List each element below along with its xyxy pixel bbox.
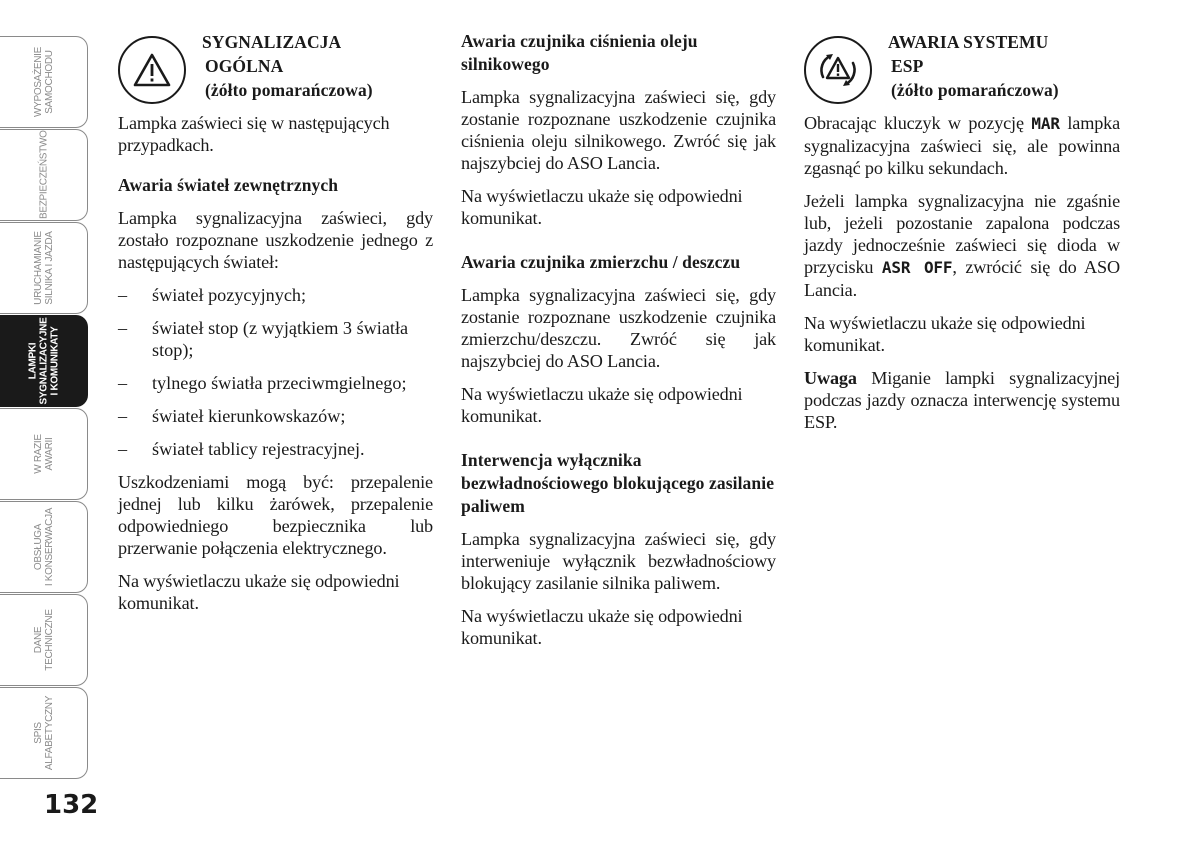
tab-label: BEZPIECZEŃSTWO bbox=[38, 130, 49, 219]
tab-lampki-sygnalizacyjne[interactable] bbox=[0, 315, 88, 407]
section-header bbox=[118, 30, 433, 104]
section-header bbox=[804, 30, 1120, 104]
paragraph: Uszkodzeniami mogą być: przepalenie jednej lub kilku żarówek, przepalenie odpowiedniego bezpiecznika lub przerwanie połączenia elektrycznego. bbox=[118, 472, 433, 558]
tab-label: LAMPKI SYGNALIZACYJNE I KOMUNIKATY bbox=[27, 317, 60, 405]
paragraph: Na wyświetlaczu ukaże się odpowiedni komunikat. bbox=[461, 384, 743, 426]
tab-uruchamianie-silnika[interactable] bbox=[0, 222, 88, 314]
tab-label: W RAZIE AWARII bbox=[32, 434, 55, 474]
subsection-title: Awaria czujnika ciśnienia oleju silnikowego bbox=[461, 31, 698, 74]
list-item: – świateł pozycyjnych; bbox=[118, 284, 433, 306]
tab-wyposazenie-samochodu[interactable] bbox=[0, 36, 88, 128]
subsection-title: Interwencja wyłącznika bezwładnościowego blokującego zasilanie paliwem bbox=[461, 450, 775, 516]
esp-skid-triangle-icon bbox=[804, 36, 872, 104]
column-esp-failure bbox=[804, 30, 1120, 444]
paragraph: Lampka sygnalizacyjna zaświeci się, gdy interweniuje wyłącznik bezwładnościowy blokujący zasilanie silnika paliwem. bbox=[461, 529, 776, 593]
subsection-title: Awaria czujnika zmierzchu / deszczu bbox=[461, 252, 741, 272]
page-number: 132 bbox=[44, 790, 99, 820]
tab-spis-alfabetyczny[interactable] bbox=[0, 687, 88, 779]
tab-label: DANE TECHNICZNE bbox=[32, 609, 55, 671]
column-general-warning bbox=[118, 30, 433, 625]
tab-obsluga-konserwacja[interactable] bbox=[0, 501, 88, 593]
warning-triangle-icon bbox=[118, 36, 186, 104]
note-label: Uwaga bbox=[804, 368, 857, 388]
section-title: AWARIA SYSTEMU ESP (żółto pomarańczowa) bbox=[888, 32, 1059, 100]
paragraph: Lampka sygnalizacyjna zaświeci się, gdy zostanie rozpoznane uszkodzenie czujnika ciśnienia oleju silnikowego. Zwróć się jak najszybciej do ASO Lancia. bbox=[461, 87, 776, 173]
subsection-title: Awaria świateł zewnętrznych bbox=[118, 175, 339, 195]
paragraph: Jeżeli lampka sygnalizacyjna nie zgaśnie lub, jeżeli pozostanie zapalona podczas jazdy jednocześnie zaświeci się dioda w przycisku ASR OFF, zwrócić się do ASO Lancia. bbox=[804, 191, 1120, 300]
tab-label: OBSŁUGA I KONSERWACJA bbox=[32, 507, 55, 587]
list-item: – świateł kierunkowskazów; bbox=[118, 405, 433, 427]
list-item: – świateł stop (z wyjątkiem 3 światła stop); bbox=[118, 317, 433, 361]
paragraph: Na wyświetlaczu ukaże się odpowiedni komunikat. bbox=[461, 606, 743, 648]
paragraph: Obracając kluczyk w pozycję MAR lampka sygnalizacyjna zaświeci się, ale powinna zgasnąć po kilku sekundach. bbox=[804, 113, 1121, 178]
intro-text: Lampka zaświeci się w następujących przypadkach. bbox=[118, 113, 390, 155]
paragraph: Lampka sygnalizacyjna zaświeci się, gdy zostanie rozpoznane uszkodzenie czujnika zmierzchu/deszczu. Zwróć się jak najszybciej do ASO Lancia. bbox=[461, 285, 776, 371]
note-paragraph: Uwaga Miganie lampki sygnalizacyjnej podczas jazdy oznacza interwencję systemu ESP. bbox=[804, 368, 1120, 432]
lights-list bbox=[118, 284, 433, 460]
tab-bezpieczenstwo[interactable] bbox=[0, 129, 88, 221]
paragraph: Na wyświetlaczu ukaże się odpowiedni komunikat. bbox=[804, 313, 1086, 355]
list-item: – świateł tablicy rejestracyjnej. bbox=[118, 438, 433, 460]
paragraph: Na wyświetlaczu ukaże się odpowiedni komunikat. bbox=[461, 186, 743, 228]
tab-label: WYPOSAŻENIE SAMOCHODU bbox=[32, 46, 55, 118]
key-position-mar: MAR bbox=[1031, 114, 1060, 133]
list-item: – tylnego światła przeciwmgielnego; bbox=[118, 372, 433, 394]
tab-dane-techniczne[interactable] bbox=[0, 594, 88, 686]
paragraph: Lampka sygnalizacyjna zaświeci, gdy zostało rozpoznane uszkodzenie jednego z następujących świateł: bbox=[118, 208, 433, 272]
tab-label: URUCHAMIANIE SILNIKA I JAZDA bbox=[32, 231, 55, 305]
tab-w-razie-awarii[interactable] bbox=[0, 408, 88, 500]
column-sensors bbox=[461, 30, 776, 660]
asr-off-button-label: ASR OFF bbox=[881, 258, 953, 277]
tab-label: SPIS ALFABETYCZNY bbox=[32, 695, 55, 771]
section-title: SYGNALIZACJA OGÓLNA (żółto pomarańczowa) bbox=[202, 32, 373, 100]
paragraph: Na wyświetlaczu ukaże się odpowiedni komunikat. bbox=[118, 571, 400, 613]
